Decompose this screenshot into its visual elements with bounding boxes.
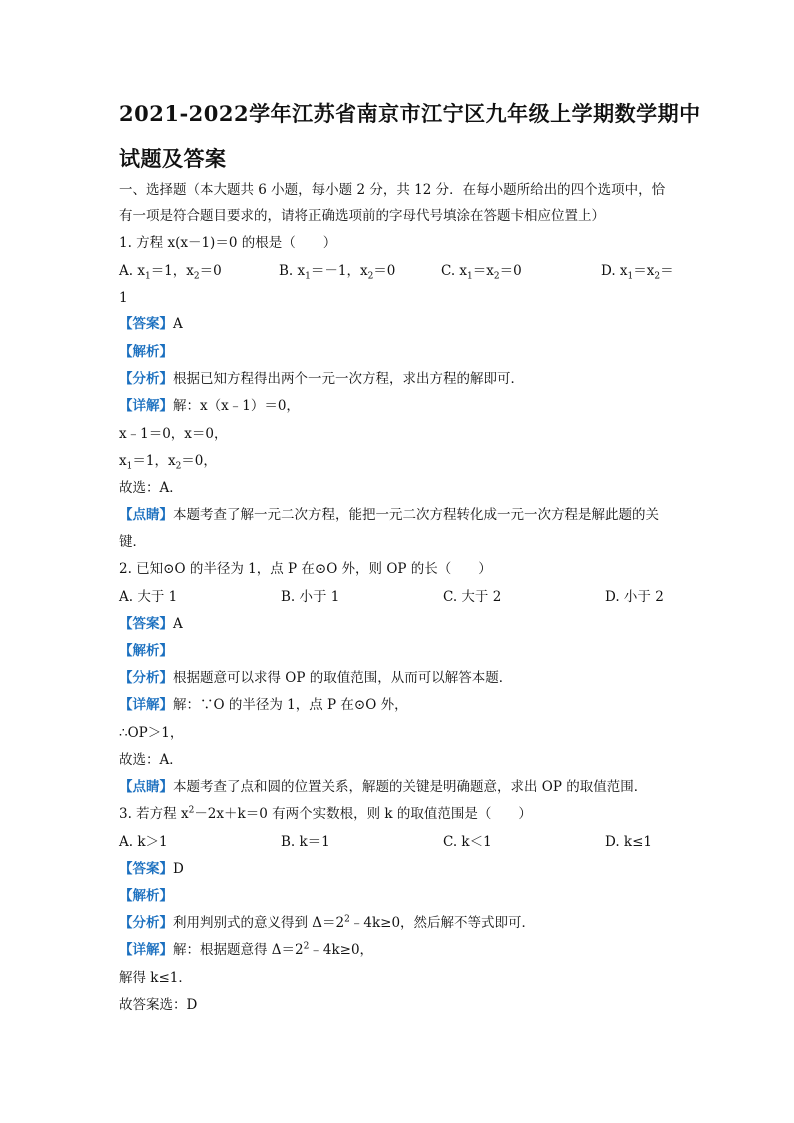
q1-comment-line1: 【点睛】本题考查了解一元二次方程，能把一元二次方程转化成一元一次方程是解此题的关 xyxy=(119,507,659,523)
q1-answer: 【答案】A xyxy=(119,316,183,332)
q2-detail-line1: 【详解】解：∵O 的半径为 1，点 P 在⊙O 外， xyxy=(119,697,408,713)
section-intro-line2: 有一项是符合题目要求的，请将正确选项前的字母代号填涂在答题卡相应位置上） xyxy=(119,208,605,224)
q1-option-d-wrap: 1 xyxy=(119,290,128,306)
q2-comment: 【点睛】本题考查了点和圆的位置关系，解题的关键是明确题意，求出 OP 的取值范围． xyxy=(119,779,648,795)
q2-analysis-tag: 【解析】 xyxy=(119,643,173,659)
q1-option-d: D. $x_1=x_2=$ xyxy=(601,263,674,282)
q1-detail-line3: $x_1=1$，$x_2=0$， xyxy=(119,453,217,472)
q3-answer: 【答案】D xyxy=(119,861,184,877)
q3-option-d: D. k≤1 xyxy=(605,834,653,850)
q1-analysis-tag: 【解析】 xyxy=(119,344,173,360)
q1-option-b: B. $x_1=-1$，$x_2=0$ xyxy=(279,263,396,282)
section-intro-line1: 一、选择题（本大题共 6 小题，每小题 2 分，共 12 分．在每小题所给出的四个选项中，恰 xyxy=(119,182,666,198)
q2-option-a: A. 大于 1 xyxy=(119,589,178,605)
q1-detail-line1: 【详解】解：x（x﹣1）＝0， xyxy=(119,398,300,414)
q2-option-d: D. 小于 2 xyxy=(605,589,664,605)
q2-option-b: B. 小于 1 xyxy=(281,589,340,605)
q1-option-a: A. $x_1=1$，$x_2=0$ xyxy=(119,263,222,282)
q3-fenxi: 【分析】利用判别式的意义得到 $\Delta=2^2﹣4k\ge 0$，然后解不等式即可． xyxy=(119,914,536,931)
q2-answer: 【答案】A xyxy=(119,616,183,632)
q3-stem: 3. 若方程 $x^2-2x+k=0$ 有两个实数根，则 k 的取值范围是（ ） xyxy=(119,805,532,822)
doc-title-line1: 2021-2022学年江苏省南京市江宁区九年级上学期数学期中 xyxy=(119,101,701,126)
q2-option-c: C. 大于 2 xyxy=(443,589,502,605)
q1-conclusion: 故选：A． xyxy=(119,480,183,496)
q2-fenxi: 【分析】根据题意可以求得 OP 的取值范围，从而可以解答本题． xyxy=(119,670,513,686)
doc-title-line2: 试题及答案 xyxy=(119,146,227,171)
q3-option-c: C. k＜1 xyxy=(443,834,492,850)
q2-stem: 2. 已知⊙O 的半径为 1，点 P 在⊙O 外，则 OP 的长（ ） xyxy=(119,561,492,577)
q1-option-c: C. $x_1=x_2=0$ xyxy=(441,263,522,282)
q2-conclusion: 故选：A． xyxy=(119,752,183,768)
q1-fenxi: 【分析】根据已知方程得出两个一元一次方程，求出方程的解即可． xyxy=(119,371,524,387)
q1-stem: 1. 方程 x(x－1)＝0 的根是（ ） xyxy=(119,235,337,251)
q1-comment-line2: 键． xyxy=(119,534,146,550)
q3-option-a: A. k＞1 xyxy=(119,834,168,850)
q1-detail-line2: x﹣1＝0，x＝0， xyxy=(119,426,228,442)
q3-analysis-tag: 【解析】 xyxy=(119,888,173,904)
q3-detail-line1: 【详解】解：根据题意得 $\Delta=2^2﹣4k\ge 0$， xyxy=(119,941,374,958)
q2-detail-line2: ∴OP＞1， xyxy=(119,725,184,741)
q3-detail-line2: 解得 k≤1． xyxy=(119,970,192,986)
q3-conclusion: 故答案选：D xyxy=(119,997,198,1013)
q3-option-b: B. k＝1 xyxy=(281,834,330,850)
